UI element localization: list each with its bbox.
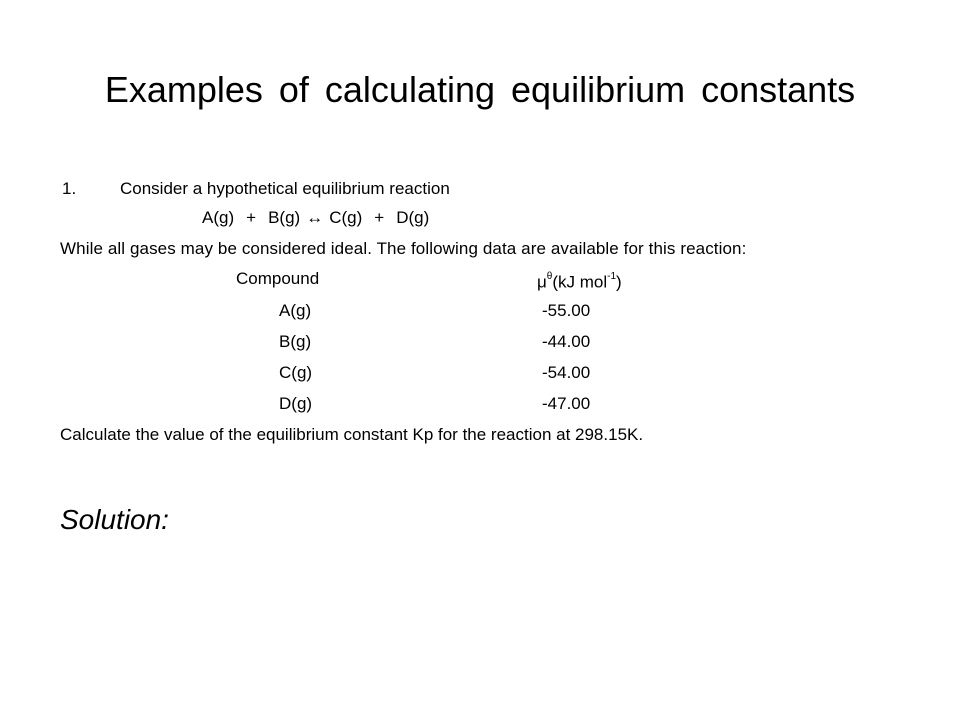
table-header-chemical-potential xyxy=(537,268,622,294)
reactant-a: A(g) xyxy=(202,208,235,227)
table-cell-compound: D(g) xyxy=(279,394,313,413)
unit-close: ) xyxy=(616,272,622,292)
plus-sign: + xyxy=(246,208,257,227)
table-header-compound: Compound xyxy=(236,269,320,288)
table-cell-value: -55.00 xyxy=(542,301,591,320)
item-number: 1. xyxy=(62,179,77,198)
data-intro: While all gases may be considered ideal. The following data are available for this reaction: xyxy=(60,239,747,258)
table-cell-value: -44.00 xyxy=(542,332,591,351)
product-c: C(g) xyxy=(329,208,363,227)
problem-prompt: Consider a hypothetical equilibrium reaction xyxy=(120,179,450,198)
table-cell-value: -54.00 xyxy=(542,363,591,382)
slide-title: Examples of calculating equilibrium constants xyxy=(104,69,856,110)
reactant-b: B(g) xyxy=(268,208,301,227)
product-d: D(g) xyxy=(396,208,430,227)
question-text: Calculate the value of the equilibrium constant Kp for the reaction at 298.15K. xyxy=(60,425,644,444)
table-cell-value: -47.00 xyxy=(542,394,591,413)
table-cell-compound: B(g) xyxy=(279,332,312,351)
unit-label: (kJ mol xyxy=(552,272,608,292)
plus-sign: + xyxy=(374,208,385,227)
equilibrium-arrow-icon: ↔ xyxy=(306,208,324,227)
standard-state-symbol: θ xyxy=(546,271,553,282)
unit-exponent: -1 xyxy=(607,271,617,282)
table-cell-compound: A(g) xyxy=(279,301,312,320)
mu-symbol: μ xyxy=(537,272,547,292)
solution-label: Solution: xyxy=(60,504,169,535)
reaction-equation xyxy=(202,207,429,229)
table-cell-compound: C(g) xyxy=(279,363,313,382)
